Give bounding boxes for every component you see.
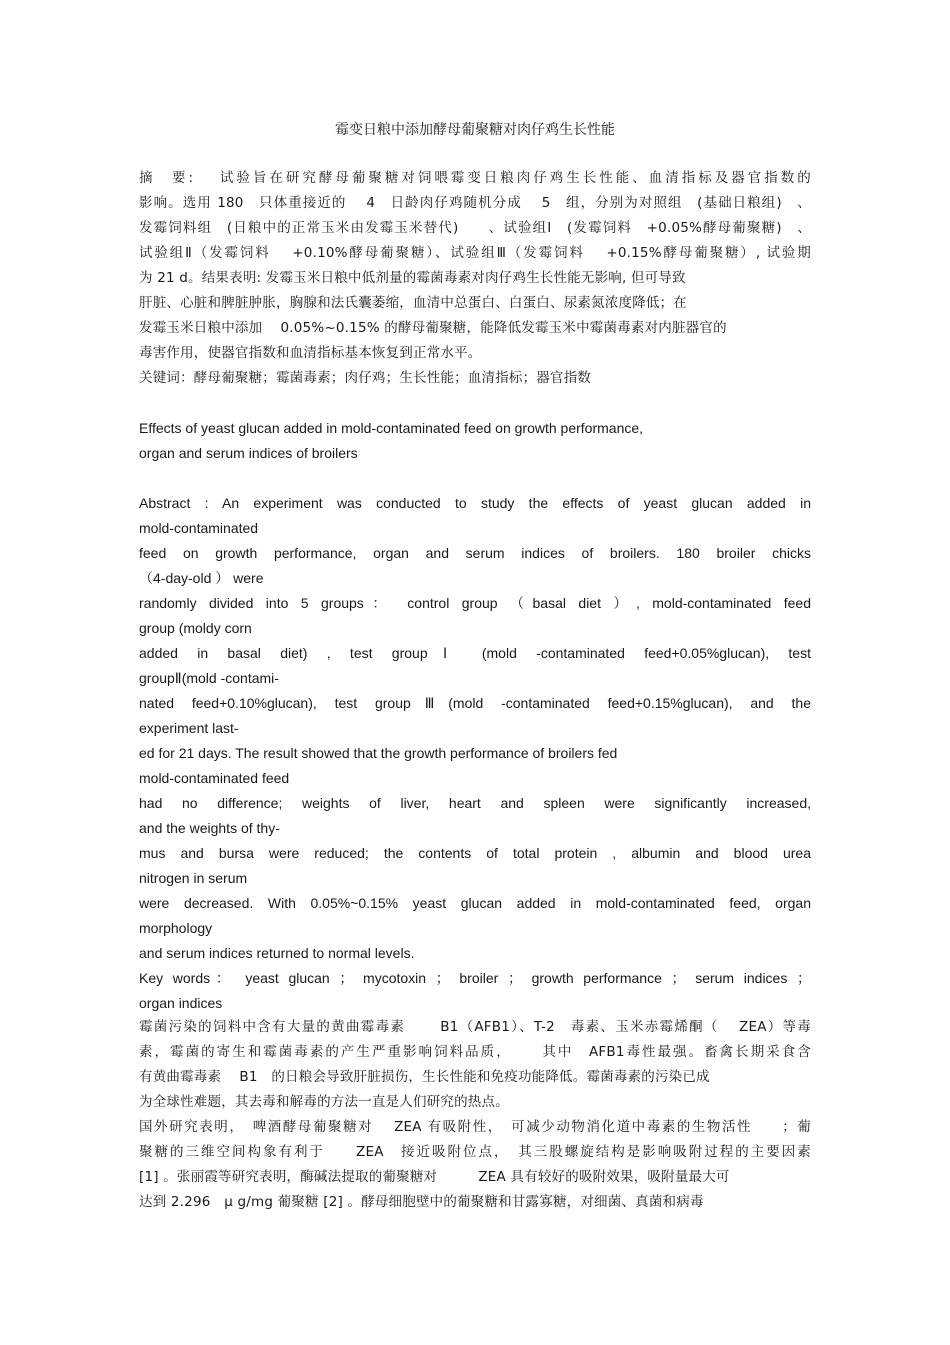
- chinese-abstract: [139, 166, 811, 391]
- body-line: 达到 2.296 μ g/mg 葡聚糖 [2] 。酵母细胞壁中的葡聚糖和甘露寡糖，对细菌、真菌和病毒: [139, 1194, 704, 1210]
- title-en-line: Effects of yeast glucan added in mold-contaminated feed on growth performance,: [139, 420, 644, 436]
- abstract-zh-line: 为 21 d。结果表明: 发霉玉米日粮中低剂量的霉菌毒素对肉仔鸡生长性能无影响, 但可导致: [139, 270, 686, 286]
- keywords-en: Key words： yeast glucan ； mycotoxin ； broiler ； growth performance ； serum indices ；: [139, 970, 811, 986]
- abstract-en-line: feed on growth performance, organ and serum indices of broilers. 180 broiler chicks: [139, 545, 811, 561]
- abstract-en-line: had no difference; weights of liver, heart and spleen were significantly increased,: [139, 795, 811, 811]
- abstract-en-line: ed for 21 days. The result showed that the growth performance of broilers fed: [139, 745, 618, 761]
- abstract-en-line: were decreased. With 0.05%~0.15% yeast glucan added in mold-contaminated feed, organ: [139, 895, 811, 911]
- abstract-en-line: nitrogen in serum: [139, 870, 248, 886]
- body-line: 霉菌污染的饲料中含有大量的黄曲霉毒素 B1（AFB1）、T-2 毒素、玉米赤霉烯酮（ ZEA）等毒: [139, 1019, 811, 1035]
- abstract-en-line: mold-contaminated: [139, 520, 259, 536]
- title-en-line: organ and serum indices of broilers: [139, 445, 358, 461]
- body-line: 聚糖的三维空间构象有利于 ZEA 接近吸附位点， 其三股螺旋结构是影响吸附过程的主要因素: [139, 1144, 811, 1160]
- body-line: 有黄曲霉毒素 B1 的日粮会导致肝脏损伤，生长性能和免疫功能降低。霉菌毒素的污染已成: [139, 1069, 710, 1085]
- body-line: 国外研究表明， 啤酒酵母葡聚糖对 ZEA 有吸附性， 可减少动物消化道中毒素的生物活性 ；葡: [139, 1119, 811, 1135]
- abstract-en-line: mold-contaminated feed: [139, 770, 290, 786]
- abstract-zh-line: 肝脏、心脏和脾脏肿胀，胸腺和法氏囊萎缩，血清中总蛋白、白蛋白、尿素氮浓度降低；在: [139, 295, 687, 311]
- abstract-zh-line: 影响。选用 180 只体重接近的 4 日龄肉仔鸡随机分成 5 组，分别为对照组 (基础日粮组) 、: [139, 195, 811, 211]
- abstract-en-line: morphology: [139, 920, 213, 936]
- abstract-en-line: experiment last-: [139, 720, 239, 736]
- abstract-en-line: Abstract : An experiment was conducted to study the effects of yeast glucan added in: [139, 495, 811, 511]
- paper-title: 霉变日粮中添加酵母葡聚糖对肉仔鸡生长性能: [335, 122, 615, 138]
- english-title: [139, 416, 811, 466]
- abstract-en-line: group (moldy corn: [139, 620, 252, 636]
- abstract-en-line: added in basal diet) , test groupⅠ (mold -contaminated feed+0.05%glucan), test: [139, 645, 811, 661]
- abstract-en-line: nated feed+0.10%glucan), test groupⅢ(mold -contaminated feed+0.15%glucan), and the: [139, 695, 811, 711]
- abstract-en-line: （4-day-old ） were: [139, 570, 264, 586]
- body-line: [1] 。张丽霞等研究表明，酶碱法提取的葡聚糖对 ZEA 具有较好的吸附效果，吸附量最大可: [139, 1169, 730, 1185]
- body-text: [139, 1015, 811, 1215]
- abstract-zh-line: 发霉玉米日粮中添加 0.05%~0.15% 的酵母葡聚糖，能降低发霉玉米中霉菌毒素对内脏器官的: [139, 320, 727, 336]
- abstract-en-line: mus and bursa were reduced; the contents of total protein , albumin and blood urea: [139, 845, 811, 861]
- english-abstract: [139, 491, 811, 1016]
- body-line: 素，霉菌的寄生和霉菌毒素的产生严重影响饲料品质， 其中 AFB1毒性最强。畜禽长期采食含: [139, 1044, 811, 1060]
- abstract-en-line: randomly divided into 5 groups： control group （basal diet ）, mold-contaminated feed: [139, 595, 811, 611]
- abstract-zh-line: 摘 要: 试验旨在研究酵母葡聚糖对饲喂霉变日粮肉仔鸡生长性能、血清指标及器官指数的: [139, 170, 811, 186]
- abstract-en-line: and serum indices returned to normal levels.: [139, 945, 415, 961]
- abstract-en-line: and the weights of thy-: [139, 820, 280, 836]
- abstract-zh-line: 发霉饲料组 (日粮中的正常玉米由发霉玉米替代) 、试验组Ⅰ (发霉饲料 +0.05%酵母葡聚糖) 、: [139, 220, 811, 236]
- keywords-zh: 关键词：酵母葡聚糖；霉菌毒素；肉仔鸡；生长性能；血清指标；器官指数: [139, 370, 592, 386]
- abstract-zh-line: 试验组Ⅱ（发霉饲料 +0.10%酵母葡聚糖）、试验组Ⅲ（发霉饲料 +0.15%酵母葡聚糖）, 试验期: [139, 245, 811, 261]
- abstract-zh-line: 毒害作用，使器官指数和血清指标基本恢复到正常水平。: [139, 345, 482, 361]
- abstract-en-line: groupⅡ(mold -contami-: [139, 670, 279, 686]
- keywords-en-cont: organ indices: [139, 995, 223, 1011]
- body-line: 为全球性难题，其去毒和解毒的方法一直是人们研究的热点。: [139, 1094, 509, 1110]
